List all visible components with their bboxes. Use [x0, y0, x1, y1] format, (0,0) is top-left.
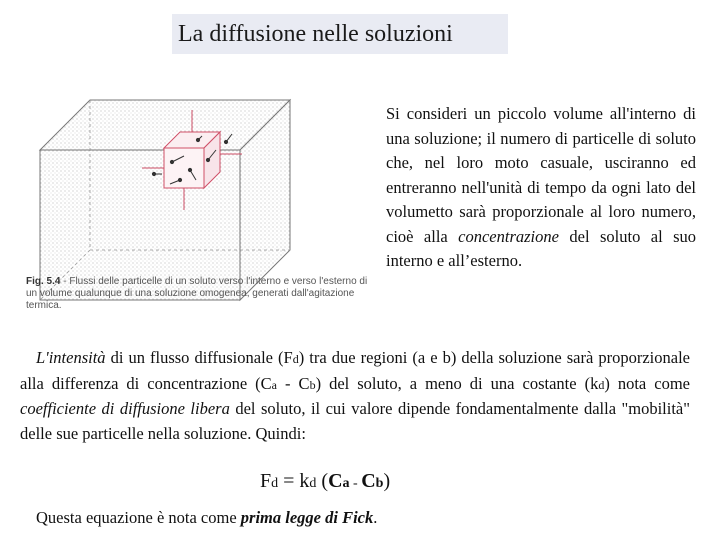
para-t5: ) nota come — [604, 373, 691, 393]
fick-formula — [260, 470, 390, 493]
page-title-text: La diffusione nelle soluzioni — [178, 21, 453, 47]
para-t2: ) tra due regioni (a e b) della soluzione sarà proporzionale alla differenza di concentrazione (C — [20, 348, 690, 393]
caption-text: - Flussi delle particelle di un soluto verso l'interno e verso l'esterno di un volume qualunque di una soluzione omogenea, generati dall'agitazione termica. — [26, 276, 368, 311]
formula-sub-b: b — [375, 476, 384, 491]
closing-emph: prima legge di Fick — [240, 508, 374, 527]
formula-minus: - — [349, 476, 362, 491]
flux-paragraph — [20, 346, 690, 446]
para-sub-b: b — [309, 377, 316, 392]
page-title — [172, 14, 508, 54]
intro-paragraph — [386, 102, 696, 274]
closing-end: . — [373, 508, 378, 527]
para-italic-term: coefficiente di diffusione libera — [20, 399, 230, 418]
intro-italic-term: concentrazione — [458, 226, 559, 246]
intro-text-1: Si consideri un piccolo volume all'interno di una soluzione; il numero di particelle di soluto che, nel loro moto casuale, usciranno ed entreranno nell'unità di tempo da ogni lato del volumetto sarà proporzionale al loro numero, cioè alla — [386, 104, 696, 246]
formula-sub-a: a — [342, 476, 350, 491]
para-t4: ) del soluto, a meno di una costante (k — [315, 373, 599, 393]
para-sub-a: a — [271, 377, 277, 392]
formula-eq: = k — [278, 470, 310, 492]
para-t6: del soluto, il cui valore dipende fondamentalmente dalla "mobilità" delle sue particelle nella soluzione. Quindi: — [20, 399, 690, 443]
para-t3: - C — [277, 373, 310, 393]
caption-label: Fig. 5.4 — [26, 276, 61, 287]
formula-sub-d1: d — [271, 476, 279, 491]
para-lead: L'intensità — [36, 348, 106, 367]
intro-text-2: del soluto al suo interno e all’esterno. — [386, 226, 697, 270]
formula-sub-d2: d — [309, 476, 317, 491]
figure-caption — [26, 276, 376, 312]
formula-open: ( — [316, 470, 329, 492]
para-sub-d1: d — [292, 352, 299, 366]
figure-cube-diagram — [20, 70, 380, 320]
formula-close: ) — [383, 470, 391, 492]
para-sub-d2: d — [598, 377, 605, 392]
formula-F: F — [260, 470, 272, 492]
formula-C2: C — [361, 470, 376, 492]
closing-sentence — [36, 508, 377, 528]
para-t1: di un flusso diffusionale (F — [105, 348, 293, 367]
formula-C1: C — [328, 470, 343, 492]
closing-text: Questa equazione è nota come — [36, 508, 241, 527]
